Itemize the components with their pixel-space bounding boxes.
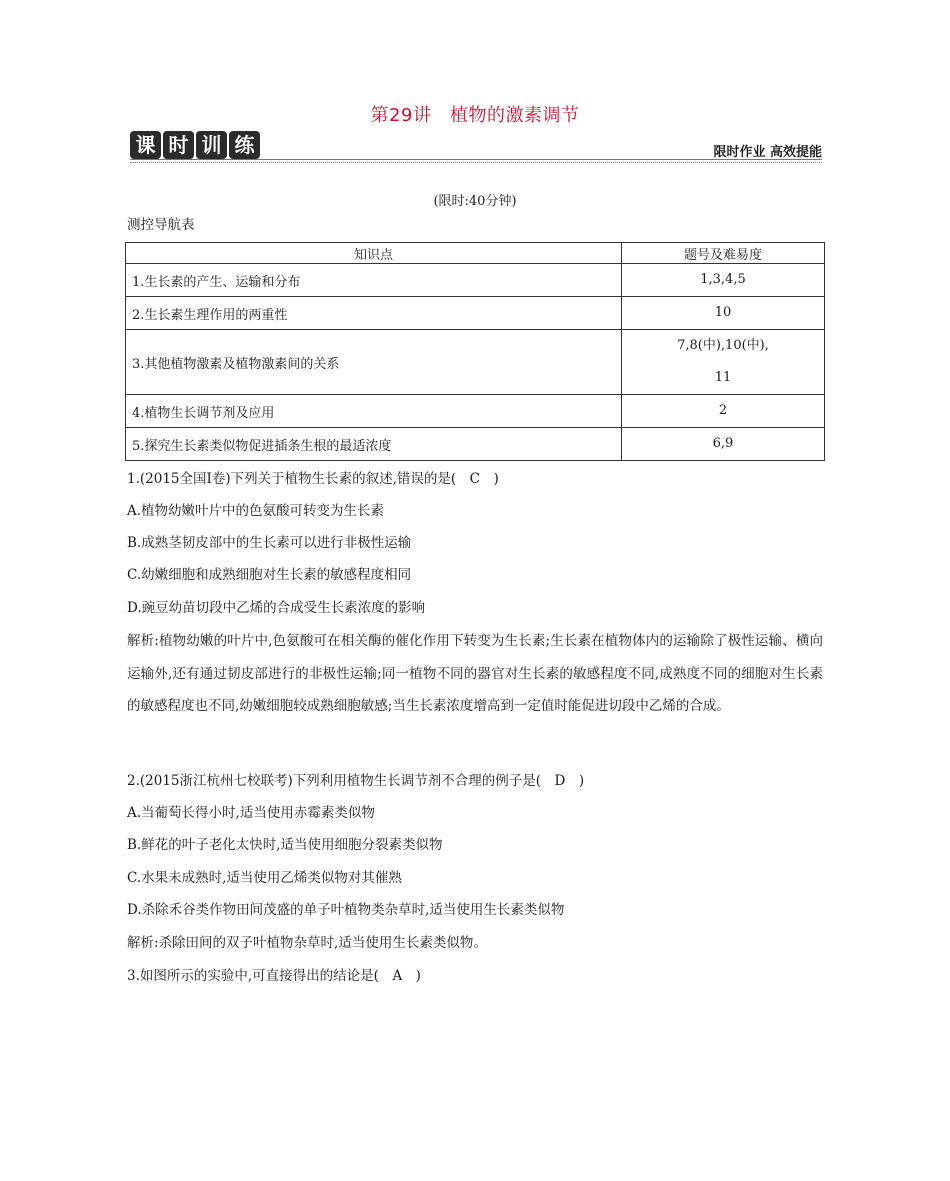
lesson-badge [130, 128, 262, 162]
table-row [126, 395, 825, 428]
question-3-stem: 3.如图所示的实验中,可直接得出的结论是( A ) [127, 968, 421, 984]
question-1-option-d: D.豌豆幼苗切段中乙烯的合成受生长素浓度的影响 [127, 600, 426, 616]
column-header: 知识点 [126, 243, 622, 264]
time-limit: (限时:40分钟) [433, 194, 517, 209]
questions-cell: 7,8(中),10(中), 11 [622, 330, 825, 395]
questions-cell: 6,9 [622, 428, 825, 461]
knowledge-cell: 5.探究生长素类似物促进插条生根的最适浓度 [126, 428, 622, 461]
question-1-analysis: 解析:植物幼嫩的叶片中,色氨酸可在相关酶的催化作用下转变为生长素;生长素在植物体内的运输除了极性运输、横向运输外,还有通过韧皮部进行的非极性运输;同一植物不同的器官对生长素的敏感程度不同,成熟度不同的细胞对生长素的敏感程度也不同,幼嫩细胞较成熟细胞敏感;当生长素浓度增高到一定值时能促进切段中乙烯的合成。 [127, 633, 823, 714]
question-1-option-c: C.幼嫩细胞和成熟细胞对生长素的敏感程度相同 [127, 567, 412, 583]
questions-cell: 10 [622, 297, 825, 330]
question-1-option-b: B.成熟茎韧皮部中的生长素可以进行非极性运输 [127, 535, 412, 551]
table-row [126, 297, 825, 330]
knowledge-cell: 4.植物生长调节剂及应用 [126, 395, 622, 428]
column-header: 题号及难易度 [622, 243, 825, 264]
badge-char: 课 [130, 131, 161, 159]
table-header-row [126, 243, 825, 264]
questions-cell: 2 [622, 395, 825, 428]
nav-table-title: 测控导航表 [127, 217, 195, 233]
knowledge-cell: 1.生长素的产生、运输和分布 [126, 264, 622, 297]
badge-char: 练 [229, 131, 260, 159]
question-2-option-d: D.杀除禾谷类作物田间茂盛的单子叶植物类杂草时,适当使用生长素类似物 [127, 902, 565, 918]
question-2-option-b: B.鲜花的叶子老化太快时,适当使用细胞分裂素类似物 [127, 837, 443, 853]
question-1-stem: 1.(2015全国Ⅰ卷)下列关于植物生长素的叙述,错误的是( C ) [127, 471, 499, 487]
header-slogan: 限时作业 高效提能 [713, 145, 822, 160]
header-divider-dotted [130, 162, 822, 163]
questions-cell: 1,3,4,5 [622, 264, 825, 297]
question-2-analysis: 解析:杀除田间的双子叶植物杂草时,适当使用生长素类似物。 [127, 935, 487, 951]
badge-char: 时 [163, 131, 194, 159]
table-row [126, 330, 825, 395]
table-row [126, 428, 825, 461]
question-2-stem: 2.(2015浙江杭州七校联考)下列利用植物生长调节剂不合理的例子是( D ) [127, 773, 585, 789]
table-row [126, 264, 825, 297]
knowledge-cell: 3.其他植物激素及植物激素间的关系 [126, 330, 622, 395]
page-title: 第29讲 植物的激素调节 [370, 105, 580, 126]
badge-char: 训 [196, 131, 227, 159]
question-1-option-a: A.植物幼嫩叶片中的色氨酸可转变为生长素 [127, 503, 385, 519]
header-divider [130, 159, 822, 160]
nav-table [125, 242, 825, 461]
knowledge-cell: 2.生长素生理作用的两重性 [126, 297, 622, 330]
question-2-option-c: C.水果未成熟时,适当使用乙烯类似物对其催熟 [127, 870, 402, 886]
question-2-option-a: A.当葡萄长得小时,适当使用赤霉素类似物 [127, 805, 375, 821]
